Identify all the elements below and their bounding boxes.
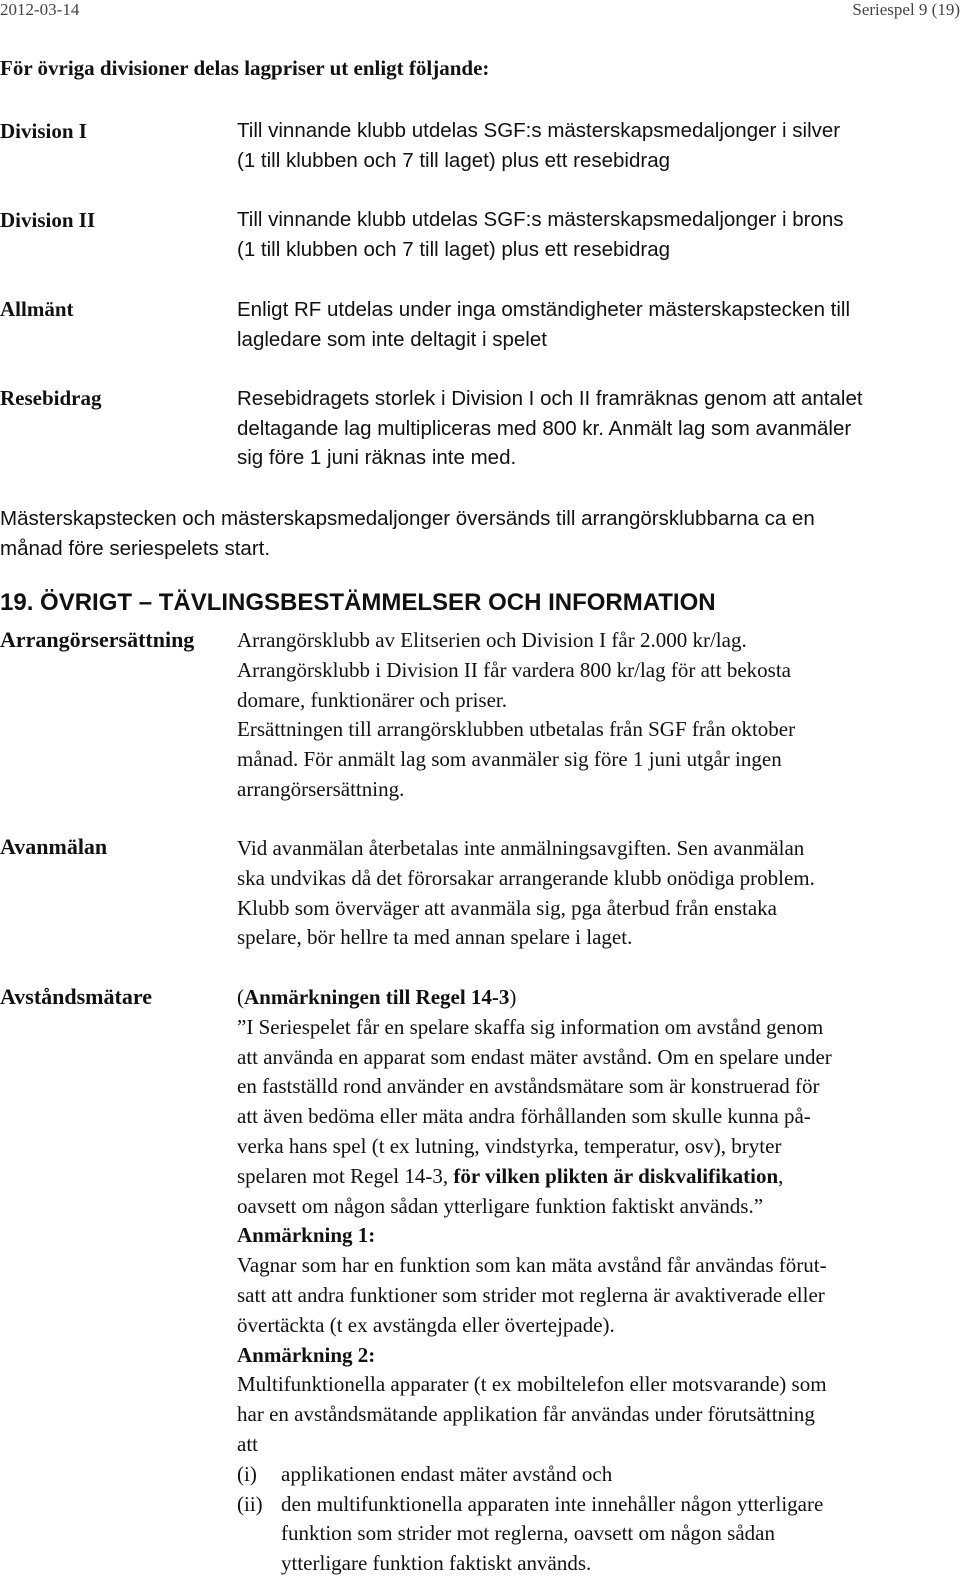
division-2-line: Till vinnande klubb utdelas SGF:s mästerskapsmedaljonger i brons: [237, 208, 844, 231]
note-rule-reference: Anmärkningen till Regel 14-3: [244, 985, 510, 1009]
list-item: [237, 1490, 832, 1579]
allmant-label: Allmänt: [0, 297, 74, 321]
allmant-text: [237, 295, 850, 354]
avanmalan-label: Avanmälan: [0, 834, 108, 859]
resebidrag-line: sig före 1 juni räknas inte med.: [237, 446, 517, 469]
quote-line: att även bedöma eller mäta andra förhållanden som skulle kunna på-: [237, 1104, 811, 1129]
anm2-line: har en avståndsmätande applikation får användas under förutsättning: [237, 1402, 815, 1427]
list-item-line: funktion som strider mot reglerna, oavsett om någon sådan: [281, 1521, 775, 1546]
intro-heading: För övriga divisioner delas lagpriser ut enligt följande:: [0, 56, 490, 80]
division-2-label: Division II: [0, 208, 96, 232]
list-item-line: den multifunktionella apparaten inte innehåller någon ytterligare: [281, 1491, 824, 1516]
resebidrag-line: Resebidragets storlek i Division I och II framräknas genom att antalet: [237, 387, 863, 410]
resebidrag-line: deltagande lag multipliceras med 800 kr. Anmält lag som avanmäler: [237, 416, 852, 440]
arrangor-label: Arrangörsersättning: [0, 627, 195, 652]
quote-pre: spelaren mot Regel 14-3,: [237, 1163, 454, 1188]
arrangor-line: domare, funktionärer och priser.: [237, 687, 507, 712]
anm1-line: övertäckta (t ex avstängda eller övertejpade).: [237, 1312, 615, 1337]
mastersign-line: Mästerskapstecken och mästerskapsmedaljonger översänds till arrangörsklubbarna ca en: [0, 507, 815, 530]
list-item-text: [281, 1490, 823, 1579]
anm2-line: Multifunktionella apparater (t ex mobiltelefon eller motsvarande) som: [237, 1372, 827, 1397]
division-2-text: [237, 205, 844, 264]
list-item-line: ytterligare funktion faktiskt används.: [281, 1551, 592, 1576]
list-marker: (i): [237, 1461, 257, 1486]
division-1-label: Division I: [0, 119, 87, 143]
avanmalan-line: ska undvikas då det förorsakar arrangerande klubb onödiga problem.: [237, 865, 815, 890]
avstand-note: [237, 983, 832, 1013]
division-1-line: (1 till klubben och 7 till laget) plus ett resebidrag: [237, 148, 671, 172]
header-page-number: Seriespel 9 (19): [852, 0, 960, 19]
allmant-line: lagledare som inte deltagit i spelet: [237, 327, 547, 351]
section-heading: 19. ÖVRIGT – TÄVLINGSBESTÄMMELSER OCH INFORMATION: [0, 589, 716, 616]
arrangor-line: Arrangörsklubb i Division II får vardera 800 kr/lag för att bekosta: [237, 657, 791, 682]
list-item: [237, 1460, 832, 1490]
anm1-title: Anmärkning 1:: [237, 1223, 376, 1248]
division-1-line: Till vinnande klubb utdelas SGF:s mästerskapsmedaljonger i silver: [237, 119, 841, 142]
arrangor-line: månad. För anmält lag som avanmäler sig före 1 juni utgår ingen: [237, 747, 782, 772]
mastersign-line: månad före seriespelets start.: [0, 536, 271, 560]
arrangor-line: arrangörsersättning.: [237, 776, 405, 801]
note-open-paren: (: [237, 985, 244, 1009]
anm1-line: satt att andra funktioner som strider mot reglerna är avaktiverade eller: [237, 1282, 825, 1307]
avanmalan-line: Klubb som överväger att avanmäla sig, pga återbud från enstaka: [237, 895, 777, 920]
mastersign-paragraph: [0, 504, 815, 563]
avstand-text: [237, 983, 832, 1579]
list-marker: (ii): [237, 1491, 263, 1516]
arrangor-line: Arrangörsklubb av Elitserien och Division I får 2.000 kr/lag.: [237, 628, 747, 652]
arrangor-line: Ersättningen till arrangörsklubben utbetalas från SGF från oktober: [237, 717, 796, 742]
avanmalan-line: Vid avanmälan återbetalas inte anmälningsavgiften. Sen avanmälan: [237, 836, 805, 860]
anm1-line: Vagnar som har en funktion som kan mäta avstånd får användas förut-: [237, 1253, 827, 1278]
header-date: 2012-03-14: [0, 0, 80, 19]
quote-penalty-bold: för vilken plikten är diskvalifikation: [453, 1163, 779, 1188]
quote-line: ”I Seriespelet får en spelare skaffa sig information om avstånd genom: [237, 1014, 824, 1039]
anm2-title: Anmärkning 2:: [237, 1342, 376, 1367]
quote-line: oavsett om någon sådan ytterligare funktion faktiskt används.”: [237, 1193, 764, 1218]
quote-post: ,: [778, 1163, 784, 1188]
quote-line-penalty: [237, 1162, 832, 1192]
avstand-label: Avståndsmätare: [0, 984, 152, 1009]
anm2-line: att: [237, 1431, 258, 1456]
quote-line: att använda en apparat som endast mäter avstånd. Om en spelare under: [237, 1044, 832, 1069]
avanmalan-line: spelare, bör hellre ta med annan spelare i laget.: [237, 925, 633, 950]
quote-line: en fastställd rond använder en avståndsmätare som är konstruerad för: [237, 1074, 820, 1099]
arrangor-text: [237, 626, 795, 805]
avanmalan-text: [237, 834, 815, 953]
note-close-paren: ): [509, 985, 517, 1009]
list-item-text: applikationen endast mäter avstånd och: [281, 1461, 613, 1486]
division-2-line: (1 till klubben och 7 till laget) plus ett resebidrag: [237, 237, 671, 261]
resebidrag-label: Resebidrag: [0, 386, 102, 410]
allmant-line: Enligt RF utdelas under inga omständigheter mästerskapstecken till: [237, 298, 851, 321]
division-1-text: [237, 116, 840, 175]
quote-line: verka hans spel (t ex lutning, vindstyrka, temperatur, osv), bryter: [237, 1133, 782, 1158]
resebidrag-text: [237, 384, 863, 473]
